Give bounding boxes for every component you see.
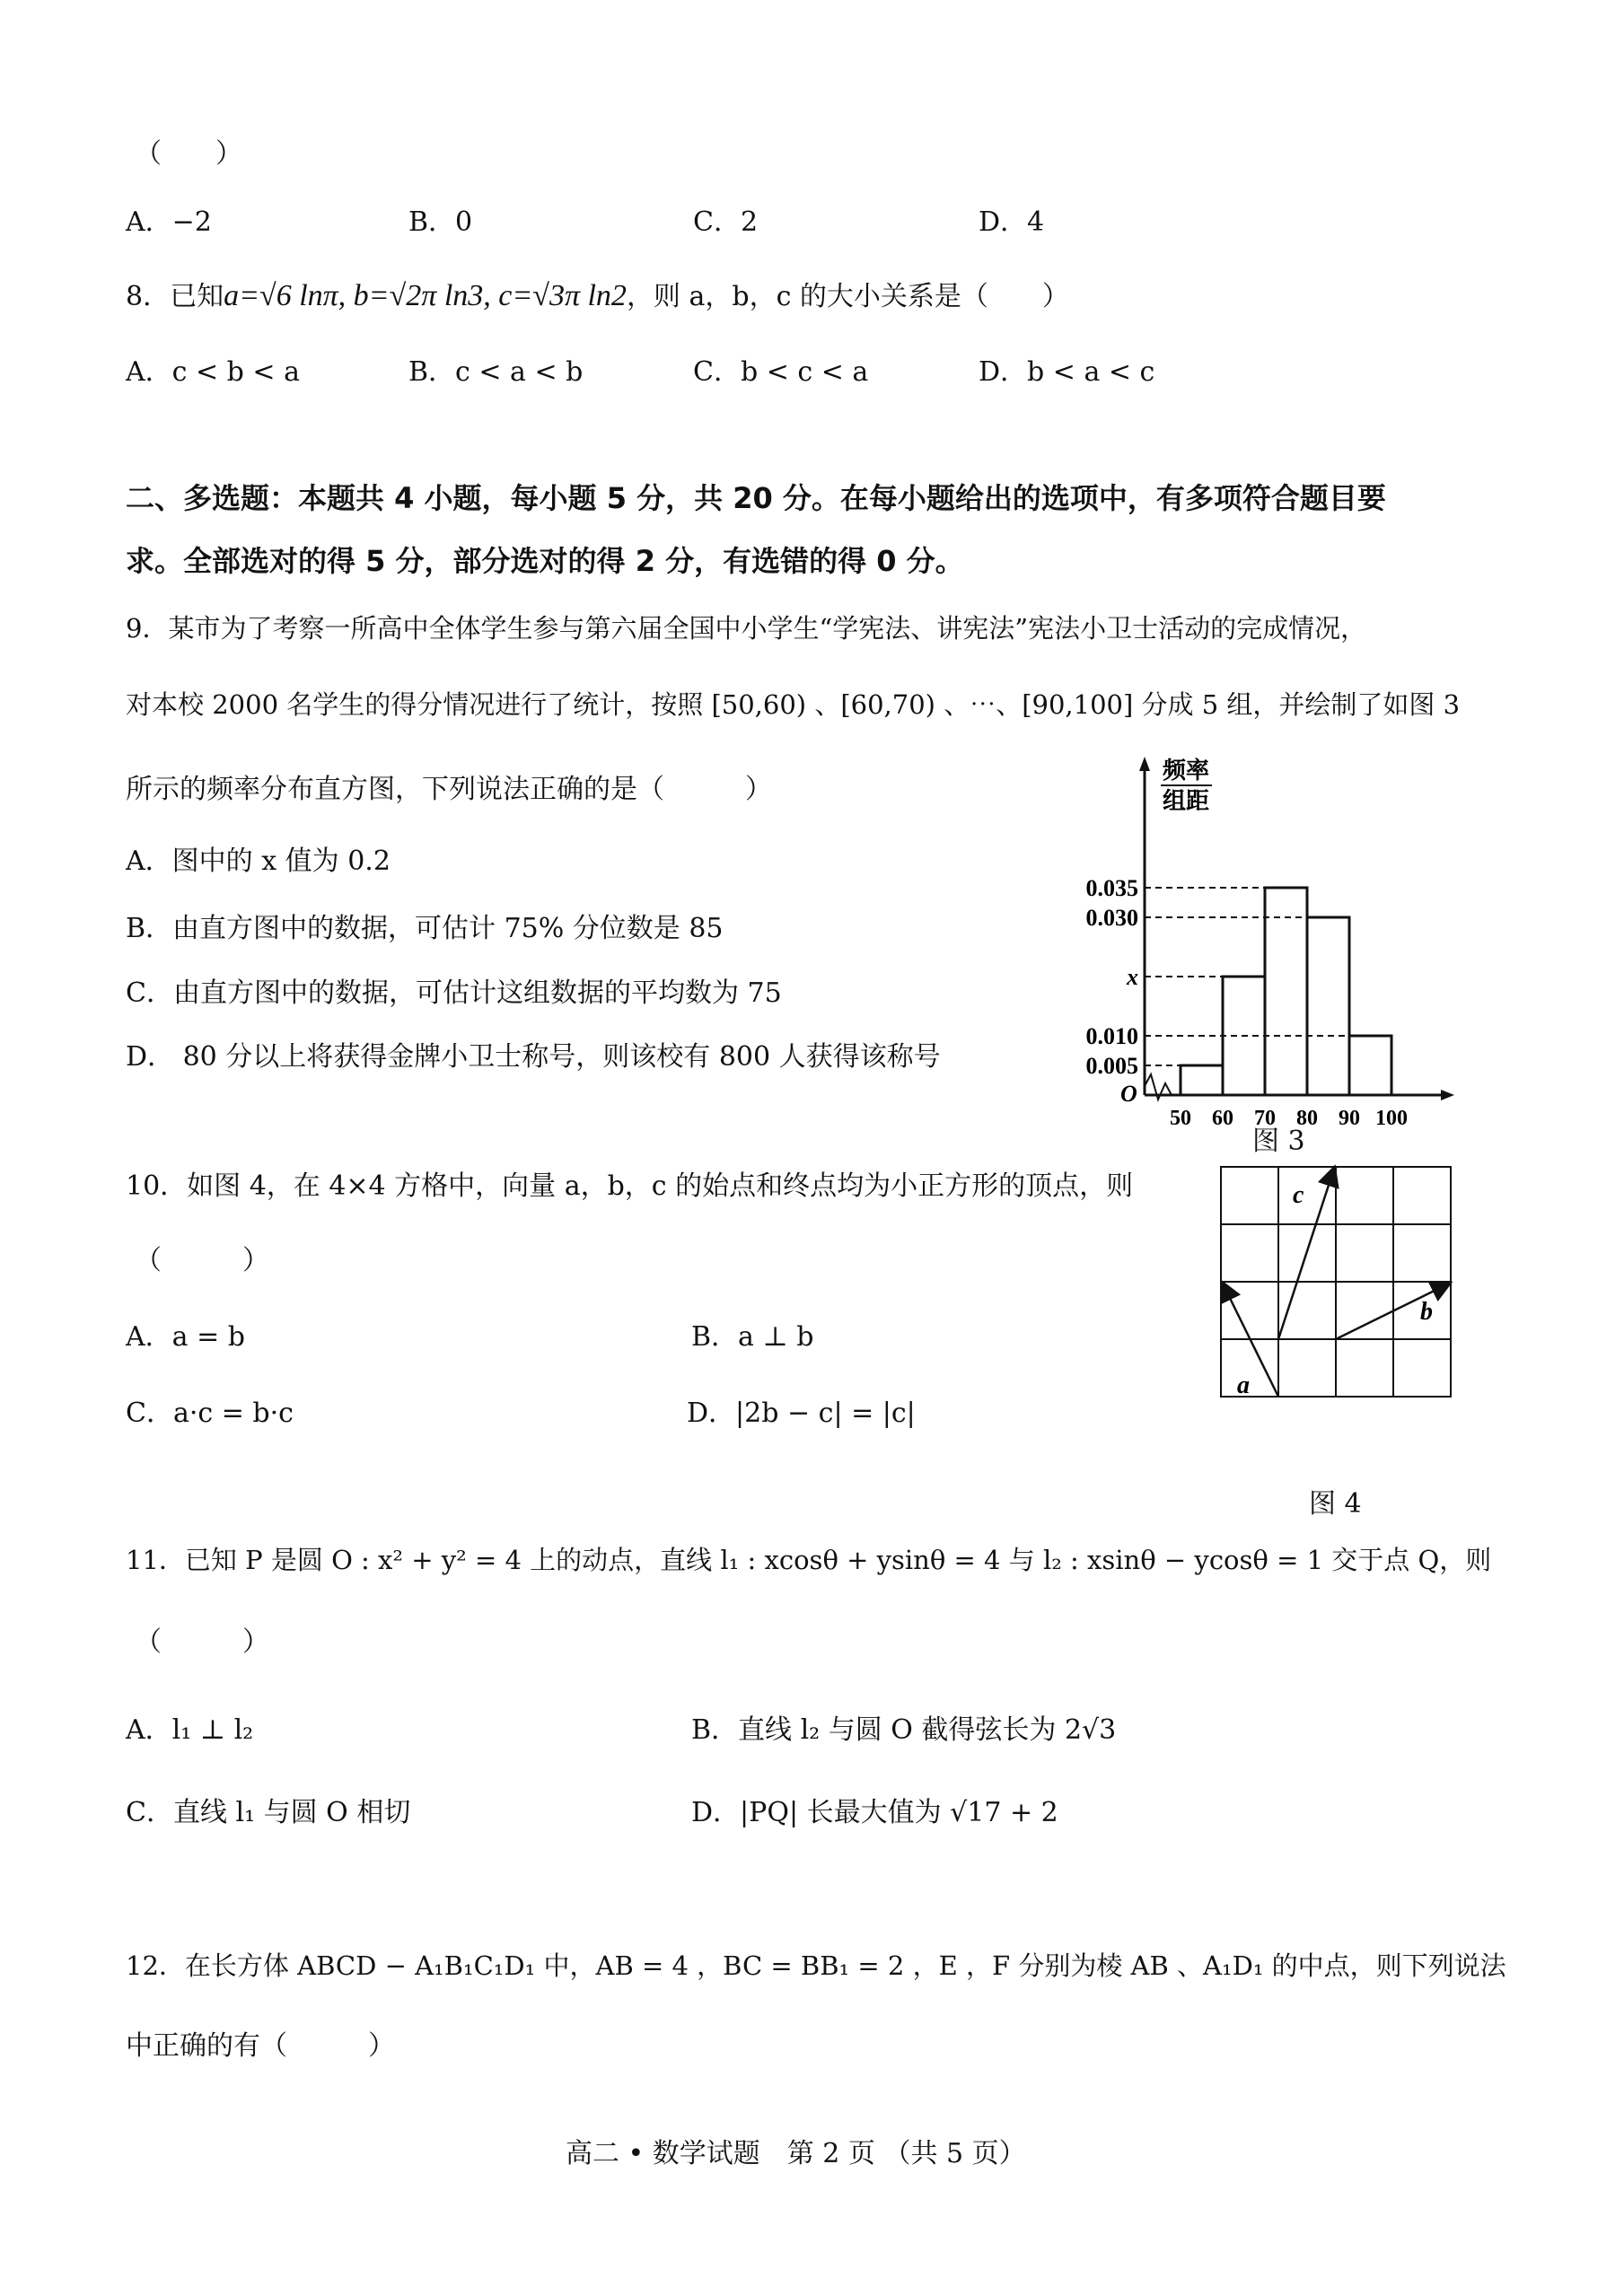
histogram-figure: [1059, 749, 1463, 1130]
q9-option-c: C．由直方图中的数据，可估计这组数据的平均数为 75: [126, 977, 782, 1009]
section2-heading-line2: 求。全部选对的得 5 分，部分选对的得 2 分，有选错的得 0 分。: [126, 544, 964, 578]
q9-line2: 对本校 2000 名学生的得分情况进行了统计，按照 [50,60) 、[60,70) 、⋯、[90,100] 分成 5 组，并绘制了如图 3: [126, 689, 1461, 720]
y-tick-label: x: [1127, 964, 1138, 990]
q10-option-b: B．a ⊥ b: [691, 1321, 814, 1353]
vector-grid-figure: [1212, 1158, 1499, 1445]
q8-option-a: A．c < b < a: [126, 356, 300, 388]
histogram-bar: [1307, 917, 1349, 1095]
q8-option-b: B．c < a < b: [408, 356, 584, 388]
x-axis-arrow: [1441, 1090, 1454, 1100]
fig4-caption: 图 4: [1309, 1488, 1362, 1520]
y-label-bottom: 组距: [1163, 788, 1210, 814]
q11-line1: 11．已知 P 是圆 O : x² + y² = 4 上的动点，直线 l₁ : xcosθ + ysinθ = 4 与 l₂ : xsinθ − ycosθ = 1 交于点 Q，则: [126, 1545, 1492, 1575]
q7-option-c: C．2: [693, 206, 759, 238]
vector-c: [1278, 1169, 1334, 1339]
vector-c-label: c: [1293, 1181, 1304, 1209]
fig3-caption: 图 3: [1252, 1126, 1305, 1157]
q8-option-c: C．b < c < a: [693, 356, 869, 388]
q8-stem-suffix: ，则 a，b，c 的大小关系是（ ）: [626, 281, 1069, 312]
x-tick-label: 90: [1339, 1107, 1360, 1130]
q10-option-a: A．a = b: [126, 1321, 245, 1353]
grid-lines: [1221, 1167, 1451, 1397]
y-tick-label: 0.010: [1085, 1023, 1138, 1049]
q10-paren: （ ）: [135, 1245, 269, 1276]
q8-stem: [126, 278, 1069, 315]
q7-paren: （ ）: [135, 138, 242, 170]
q9-option-a: A．图中的 x 值为 0.2: [126, 846, 391, 877]
y-label-top: 频率: [1163, 758, 1210, 784]
y-axis-arrow: [1139, 757, 1150, 771]
q9-option-d: D． 80 分以上将获得金牌小卫士称号，则该校有 800 人获得该称号: [126, 1041, 941, 1073]
q7-option-b: B．0: [408, 206, 473, 238]
y-tick-label: 0.030: [1085, 905, 1138, 931]
y-tick-label: 0.005: [1085, 1053, 1138, 1079]
x-tick-label: 60: [1212, 1107, 1233, 1130]
q7-option-a: A．−2: [126, 206, 212, 238]
page-footer: 高二 • 数学试题 第 2 页 （共 5 页）: [566, 2138, 1026, 2169]
q8-option-d: D．b < a < c: [979, 356, 1155, 388]
section2-heading-line1: 二、多选题：本题共 4 小题，每小题 5 分，共 20 分。在每小题给出的选项中，有多项符合题目要: [126, 481, 1386, 515]
q9-option-b: B．由直方图中的数据，可估计 75% 分位数是 85: [126, 913, 724, 944]
histogram-bar: [1349, 1036, 1391, 1095]
q11-paren: （ ）: [135, 1626, 269, 1658]
x-tick-label: 70: [1254, 1107, 1276, 1130]
x-tick-label: 100: [1375, 1107, 1408, 1130]
q8-formula: a=√6 lnπ, b=√2π ln3, c=√3π ln2: [224, 279, 627, 312]
q10-option-d: D．|2b − c| = |c|: [687, 1398, 916, 1429]
q9-line3: 所示的频率分布直方图，下列说法正确的是（ ）: [126, 774, 772, 805]
q11-option-a: A．l₁ ⊥ l₂: [126, 1714, 254, 1746]
q7-option-d: D．4: [979, 206, 1045, 238]
q11-option-d: D．|PQ| 长最大值为 √17 + 2: [691, 1797, 1058, 1828]
q12-line1: 12．在长方体 ABCD − A₁B₁C₁D₁ 中，AB = 4 ，BC = BB₁ = 2 ，E ，F 分别为棱 AB 、A₁D₁ 的中点，则下列说法: [126, 1950, 1506, 1981]
x-tick-label: 80: [1296, 1107, 1318, 1130]
origin-label: O: [1120, 1081, 1137, 1107]
q11-option-c: C．直线 l₁ 与圆 O 相切: [126, 1797, 411, 1828]
x-tick-label: 50: [1170, 1107, 1191, 1130]
histogram-bar: [1265, 888, 1307, 1095]
q12-line2: 中正确的有（ ）: [126, 2030, 395, 2062]
q8-stem-prefix: 8．已知: [126, 281, 224, 312]
q9-line1: 9．某市为了考察一所高中全体学生参与第六届全国中小学生“学宪法、讲宪法”宪法小卫士活动的完成情况，: [126, 613, 1367, 644]
y-tick-label: 0.035: [1085, 875, 1138, 901]
q10-line1: 10．如图 4，在 4×4 方格中，向量 a，b，c 的始点和终点均为小正方形的顶点，则: [126, 1170, 1134, 1202]
q10-option-c: C．a·c = b·c: [126, 1398, 294, 1429]
vector-b-label: b: [1420, 1298, 1433, 1326]
histogram-bar: [1181, 1065, 1223, 1095]
vector-a-label: a: [1237, 1371, 1250, 1399]
q11-option-b: B．直线 l₂ 与圆 O 截得弦长为 2√3: [691, 1714, 1117, 1746]
